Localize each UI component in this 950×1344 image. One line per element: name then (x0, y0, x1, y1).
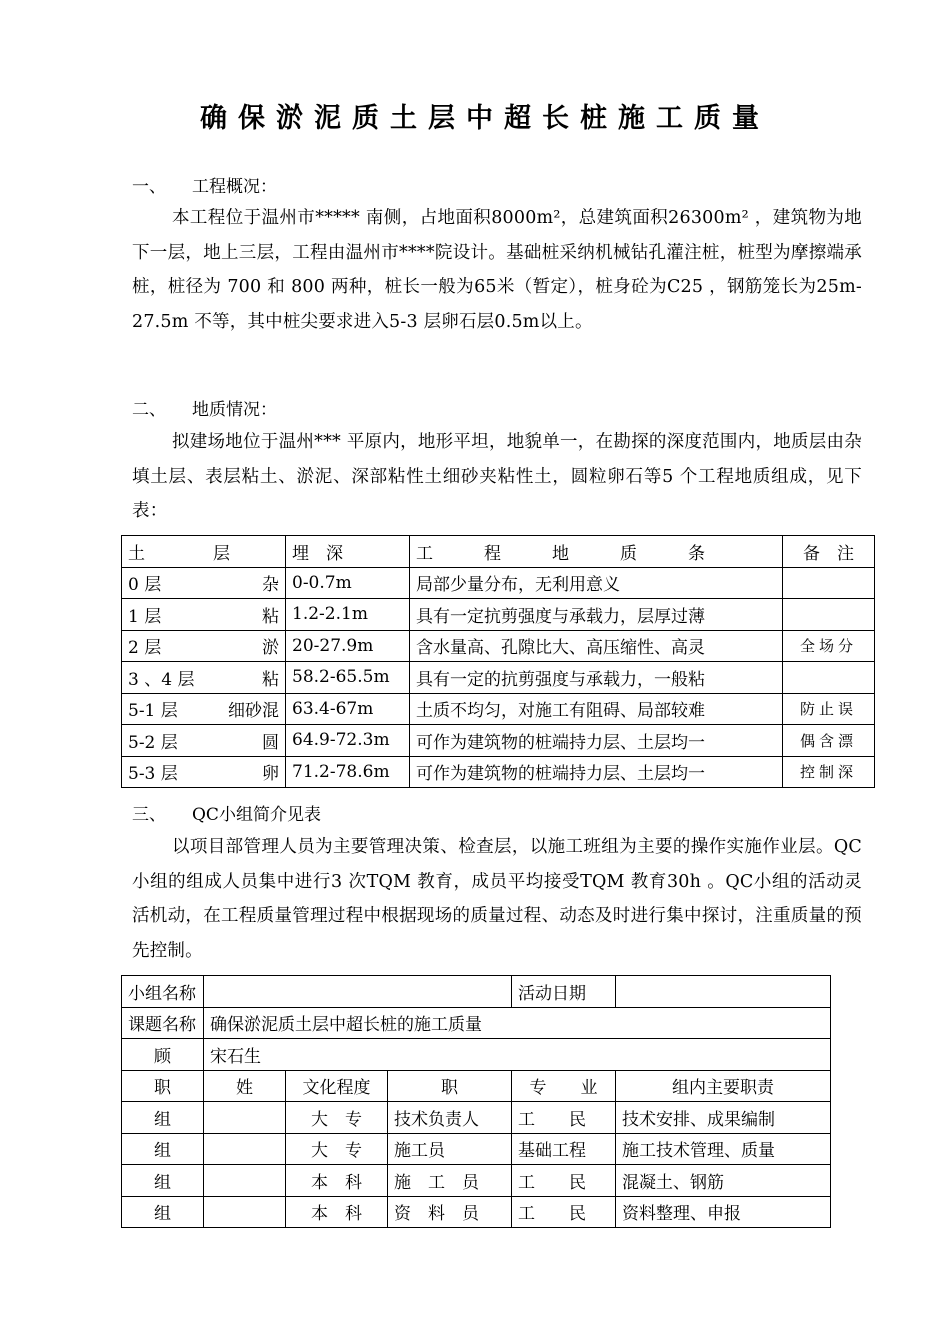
geology-note-cell (783, 599, 875, 631)
activity-date-value (616, 976, 831, 1008)
geology-condition-cell: 土质不均匀，对施工有阻碍、局部较难 (410, 693, 783, 725)
qc-duty-cell: 技术安排、成果编制 (616, 1102, 831, 1134)
geology-note-cell: 防止误 (783, 693, 875, 725)
geology-layer-cell: 5-3 层 卵 (122, 756, 286, 788)
page-title: 确保淤泥质土层中超长桩施工质量 (200, 103, 770, 134)
section-2-number: 二、 (132, 400, 166, 420)
table-row (122, 1165, 831, 1197)
geology-condition-cell: 可作为建筑物的桩端持力层、土层均一 (410, 756, 783, 788)
activity-date-label: 活动日期 (512, 976, 616, 1008)
geology-depth-cell: 20-27.9m (286, 630, 410, 662)
geology-layer-cell: 1 层 粘 (122, 599, 286, 631)
table-row (122, 1133, 831, 1165)
qc-group-table (121, 975, 831, 1228)
geology-table-header-row (122, 536, 875, 568)
qc-group-name-row (122, 976, 831, 1008)
geology-header-depth: 埋 深 (286, 536, 410, 568)
geology-header-note: 备 注 (783, 536, 875, 568)
section-1-title: 工程概况： (192, 177, 277, 197)
qc-title-cell: 技术负责人 (388, 1102, 512, 1134)
section-3-paragraph: 以项目部管理人员为主要管理决策、检查层，以施工班组为主要的操作实施作业层。QC小组的组成人员集中进行3 次TQM 教育，成员平均接受TQM 教育30h 。QC小组的活动灵活机动，在工程质量管理过程中根据现场的质量过程、动态及时进行集中探讨，注重质量的预先控制。 (132, 837, 862, 961)
geology-depth-cell: 64.9-72.3m (286, 725, 410, 757)
qc-major-cell: 工 民 (512, 1102, 616, 1134)
table-row (122, 693, 875, 725)
qc-role-cell: 组 (122, 1165, 204, 1197)
section-3-title: QC小组简介见表 (192, 805, 321, 825)
table-row (122, 662, 875, 694)
qc-duty-cell: 资料整理、申报 (616, 1196, 831, 1228)
table-row (122, 567, 875, 599)
geology-layer-cell: 2 层 淤 (122, 630, 286, 662)
geology-depth-cell: 63.4-67m (286, 693, 410, 725)
advisor-value: 宋石生 (204, 1039, 831, 1071)
qc-role-cell: 组 (122, 1196, 204, 1228)
geology-condition-cell: 可作为建筑物的桩端持力层、土层均一 (410, 725, 783, 757)
qc-advisor-row (122, 1039, 831, 1071)
geology-note-cell: 全场分 (783, 630, 875, 662)
geology-condition-cell: 局部少量分布，无利用意义 (410, 567, 783, 599)
geology-note-cell (783, 567, 875, 599)
topic-value: 确保淤泥质土层中超长桩的施工质量 (204, 1007, 831, 1039)
section-2-heading (132, 395, 277, 420)
geology-layer-cell: 5-2 层 圆 (122, 725, 286, 757)
qc-topic-row (122, 1007, 831, 1039)
geology-condition-cell: 含水量高、孔隙比大、高压缩性、高灵 (410, 630, 783, 662)
qc-duty-cell: 施工技术管理、质量 (616, 1133, 831, 1165)
table-row (122, 1196, 831, 1228)
section-3-number: 三、 (132, 805, 166, 825)
qc-major-cell: 工 民 (512, 1165, 616, 1197)
qc-header-row (122, 1070, 831, 1102)
section-1-paragraph: 本工程位于温州市***** 南侧，占地面积8000m²，总建筑面积26300m² ，建筑物为地下一层，地上三层，工程由温州市****院设计。基础桩采纳机械钻孔灌注桩，桩型为摩擦端承桩，桩径为 700 和 800 两种，桩长一般为65米（暂定），桩身砼为C25 ，钢筋笼长为25m-27.5m 不等，其中桩尖要求进入5-3 层卵石层0.5m以上。 (132, 208, 862, 332)
qc-header-major: 专 业 (512, 1070, 616, 1102)
geology-layer-cell: 3 、4 层 粘 (122, 662, 286, 694)
geology-depth-cell: 71.2-78.6m (286, 756, 410, 788)
qc-name-cell (204, 1102, 286, 1134)
qc-education-cell: 本 科 (286, 1165, 388, 1197)
table-row (122, 756, 875, 788)
qc-education-cell: 大 专 (286, 1133, 388, 1165)
section-2-paragraph: 拟建场地位于温州*** 平原内，地形平坦，地貌单一，在勘探的深度范围内，地质层由杂填土层、表层粘土、淤泥、深部粘性土细砂夹粘性土，圆粒卵石等5 个工程地质组成，见下表： (132, 432, 862, 521)
qc-role-cell: 组 (122, 1133, 204, 1165)
qc-name-cell (204, 1196, 286, 1228)
qc-title-cell: 资 料 员 (388, 1196, 512, 1228)
table-row (122, 630, 875, 662)
geology-header-layer: 土 层 (122, 536, 286, 568)
qc-name-cell (204, 1165, 286, 1197)
geology-note-cell (783, 662, 875, 694)
qc-title-cell: 施工员 (388, 1133, 512, 1165)
geology-layer-cell: 5-1 层 细砂混 (122, 693, 286, 725)
qc-header-education: 文化程度 (286, 1070, 388, 1102)
qc-title-cell: 施 工 员 (388, 1165, 512, 1197)
section-2-title: 地质情况： (192, 400, 277, 420)
table-row (122, 599, 875, 631)
qc-header-name: 姓 (204, 1070, 286, 1102)
table-row (122, 725, 875, 757)
qc-header-title: 职 (388, 1070, 512, 1102)
qc-role-cell: 组 (122, 1102, 204, 1134)
geology-layer-cell: 0 层 杂 (122, 567, 286, 599)
qc-education-cell: 大 专 (286, 1102, 388, 1134)
geology-note-cell: 控制深 (783, 756, 875, 788)
qc-header-role: 职 (122, 1070, 204, 1102)
qc-major-cell: 工 民 (512, 1196, 616, 1228)
qc-duty-cell: 混凝土、钢筋 (616, 1165, 831, 1197)
qc-education-cell: 本 科 (286, 1196, 388, 1228)
geology-depth-cell: 0-0.7m (286, 567, 410, 599)
geology-header-condition: 工 程 地 质 条 (410, 536, 783, 568)
section-1-number: 一、 (132, 177, 166, 197)
geology-depth-cell: 58.2-65.5m (286, 662, 410, 694)
table-row (122, 1102, 831, 1134)
geology-note-cell: 偶含漂 (783, 725, 875, 757)
group-name-label: 小组名称 (122, 976, 204, 1008)
topic-label: 课题名称 (122, 1007, 204, 1039)
section-1-heading (132, 172, 277, 197)
section-3-heading (132, 800, 321, 825)
qc-header-duty: 组内主要职责 (616, 1070, 831, 1102)
advisor-label: 顾 (122, 1039, 204, 1071)
geology-condition-cell: 具有一定的抗剪强度与承载力，一般粘 (410, 662, 783, 694)
qc-major-cell: 基础工程 (512, 1133, 616, 1165)
geology-depth-cell: 1.2-2.1m (286, 599, 410, 631)
qc-name-cell (204, 1133, 286, 1165)
group-name-value (204, 976, 512, 1008)
geology-condition-cell: 具有一定抗剪强度与承载力，层厚过薄 (410, 599, 783, 631)
geology-table (121, 535, 875, 788)
